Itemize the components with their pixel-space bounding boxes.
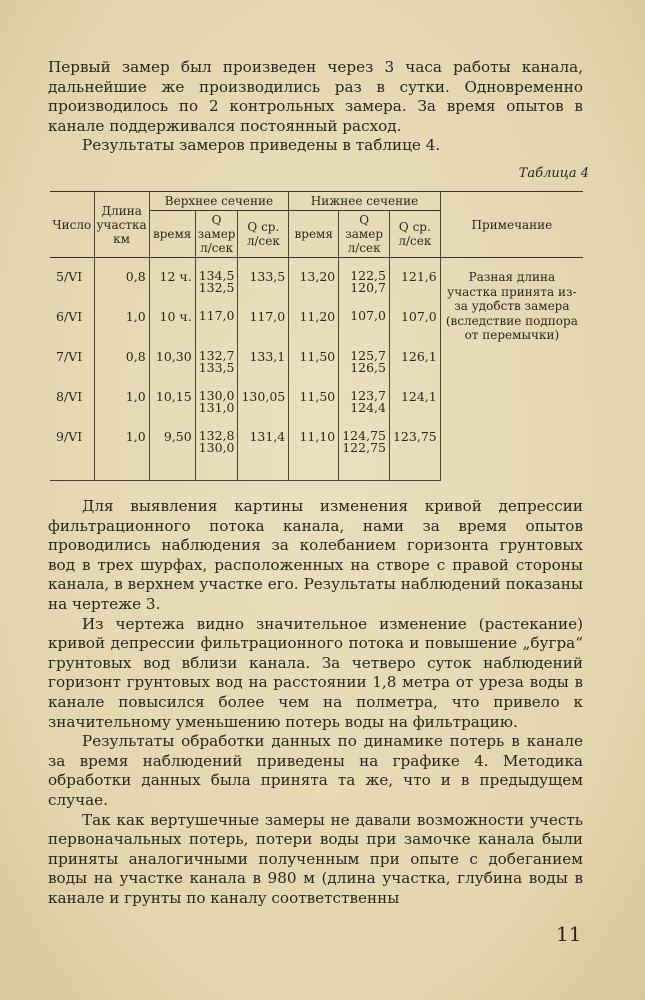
table-caption: Таблица 4 <box>518 166 589 181</box>
cell-lower-q <box>339 258 390 311</box>
paragraph: Из чертежа видно значительное изменение (растекание) кривой депрессии фильтрационного потока и повышение „бугра“ грунтовых вод вблизи канала. За четверо суток наблюдений горизонт грунтовых вод на расстоянии 1,8 метра от уреза воды в канале повысился более чем на полметра, что привело к значительному уменьшению потерь воды на фильтрацию. <box>48 614 583 731</box>
header-upper-section: Верхнее сечение <box>149 192 289 211</box>
cell-note: Разная длина участка принята из-за удобств замера (вследствие подпора от перемычки) <box>440 258 583 481</box>
value: 130,0 <box>198 388 235 403</box>
cell-lower-time: 11,50 <box>289 390 339 430</box>
cell-upper-q <box>195 350 238 390</box>
page-number: 11 <box>556 922 582 946</box>
cell-lower-time: 11,50 <box>289 350 339 390</box>
header-lower-section: Нижнее сечение <box>289 192 441 211</box>
cell-date: 7/VI <box>50 350 94 390</box>
cell-lower-avg: 124,1 <box>389 390 440 430</box>
value: 124,4 <box>350 400 386 415</box>
cell-lower-q <box>339 390 390 430</box>
paragraph: Так как вертушечные замеры не давали возможности учесть первоначальных потерь, потери воды при замочке канала были приняты аналогичными полученным при опыте с добеганием воды на участке канала в 980 м (длина участка, глубина воды в канале и грунты по каналу соответственны <box>48 810 583 907</box>
cell-date: 6/VI <box>50 310 94 350</box>
value: 124,75 <box>342 428 386 443</box>
value: 130,0 <box>198 440 235 455</box>
cell-upper-time: 10,30 <box>149 350 195 390</box>
paragraph: Для выявления картины изменения кривой депрессии фильтрационного потока канала, нами за время опытов проводились наблюдения за колебанием горизонта грунтовых вод в трех шурфах, расположенных на створе с правой стороны канала, в верхнем участке его. Результаты наблюдений показаны на чертеже 3. <box>48 497 583 613</box>
cell-upper-avg: 131,4 <box>238 430 289 481</box>
cell-upper-q <box>195 390 238 430</box>
cell-length: 0,8 <box>94 350 149 390</box>
value: 134,5 <box>198 268 235 283</box>
cell-length: 1,0 <box>94 310 149 350</box>
table-row <box>50 258 583 311</box>
paragraph: Результаты обработки данных по динамике потерь в канале за время наблюдений приведены на графике 4. Методика обработки данных была принята та же, что и в предыдущем случае. <box>48 732 583 809</box>
cell-upper-time: 10,15 <box>149 390 195 430</box>
intro-text <box>48 58 583 156</box>
header-q-avg: Q ср. л/сек <box>238 211 289 258</box>
header-q-avg: Q ср. л/сек <box>389 211 440 258</box>
cell-lower-time: 11,10 <box>289 430 339 481</box>
value: 123,7 <box>350 388 386 403</box>
cell-upper-time: 9,50 <box>149 430 195 481</box>
cell-upper-time: 10 ч. <box>149 310 195 350</box>
body-text <box>48 497 583 908</box>
cell-length: 1,0 <box>94 390 149 430</box>
cell-upper-avg: 133,1 <box>238 350 289 390</box>
header-time: время <box>289 211 339 258</box>
header-note: Примечание <box>440 192 583 258</box>
value: 131,0 <box>198 400 235 415</box>
header-length: Длина участка км <box>94 192 149 258</box>
cell-upper-q <box>195 430 238 481</box>
cell-lower-avg: 121,6 <box>389 258 440 311</box>
value: 132,8 <box>198 428 235 443</box>
paragraph: Результаты замеров приведены в таблице 4. <box>82 136 441 155</box>
header-date: Число <box>50 192 94 258</box>
cell-upper-avg: 117,0 <box>238 310 289 350</box>
cell-lower-q <box>339 350 390 390</box>
header-q-measure: Q замер л/сек <box>195 211 238 258</box>
cell-date: 9/VI <box>50 430 94 481</box>
cell-lower-time: 11,20 <box>289 310 339 350</box>
cell-lower-avg: 126,1 <box>389 350 440 390</box>
header-q-measure: Q замер л/сек <box>339 211 390 258</box>
value: 122,75 <box>342 440 386 455</box>
value: 132,7 <box>198 348 235 363</box>
cell-upper-time: 12 ч. <box>149 258 195 311</box>
value: 125,7 <box>350 348 386 363</box>
cell-upper-q <box>195 258 238 311</box>
value: 132,5 <box>198 280 235 295</box>
cell-lower-time: 13,20 <box>289 258 339 311</box>
cell-date: 8/VI <box>50 390 94 430</box>
cell-upper-avg: 130,05 <box>238 390 289 430</box>
cell-lower-avg: 107,0 <box>389 310 440 350</box>
cell-lower-avg: 123,75 <box>389 430 440 481</box>
cell-lower-q <box>339 430 390 481</box>
value: 133,5 <box>198 360 235 375</box>
header-time: время <box>149 211 195 258</box>
value: 126,5 <box>350 360 386 375</box>
paragraph: Первый замер был произведен через 3 часа работы канала, дальнейшие же производились раз в сутки. Одновременно производилось по 2 контрольных замера. За время опытов в канале поддерживался постоянный расход. <box>48 58 583 135</box>
cell-length: 0,8 <box>94 258 149 311</box>
cell-date: 5/VI <box>50 258 94 311</box>
value: 122,5 <box>350 268 386 283</box>
cell-length: 1,0 <box>94 430 149 481</box>
cell-upper-q: 117,0 <box>195 310 238 350</box>
cell-upper-avg: 133,5 <box>238 258 289 311</box>
cell-lower-q: 107,0 <box>339 310 390 350</box>
measurements-table <box>50 191 583 481</box>
value: 120,7 <box>350 280 386 295</box>
